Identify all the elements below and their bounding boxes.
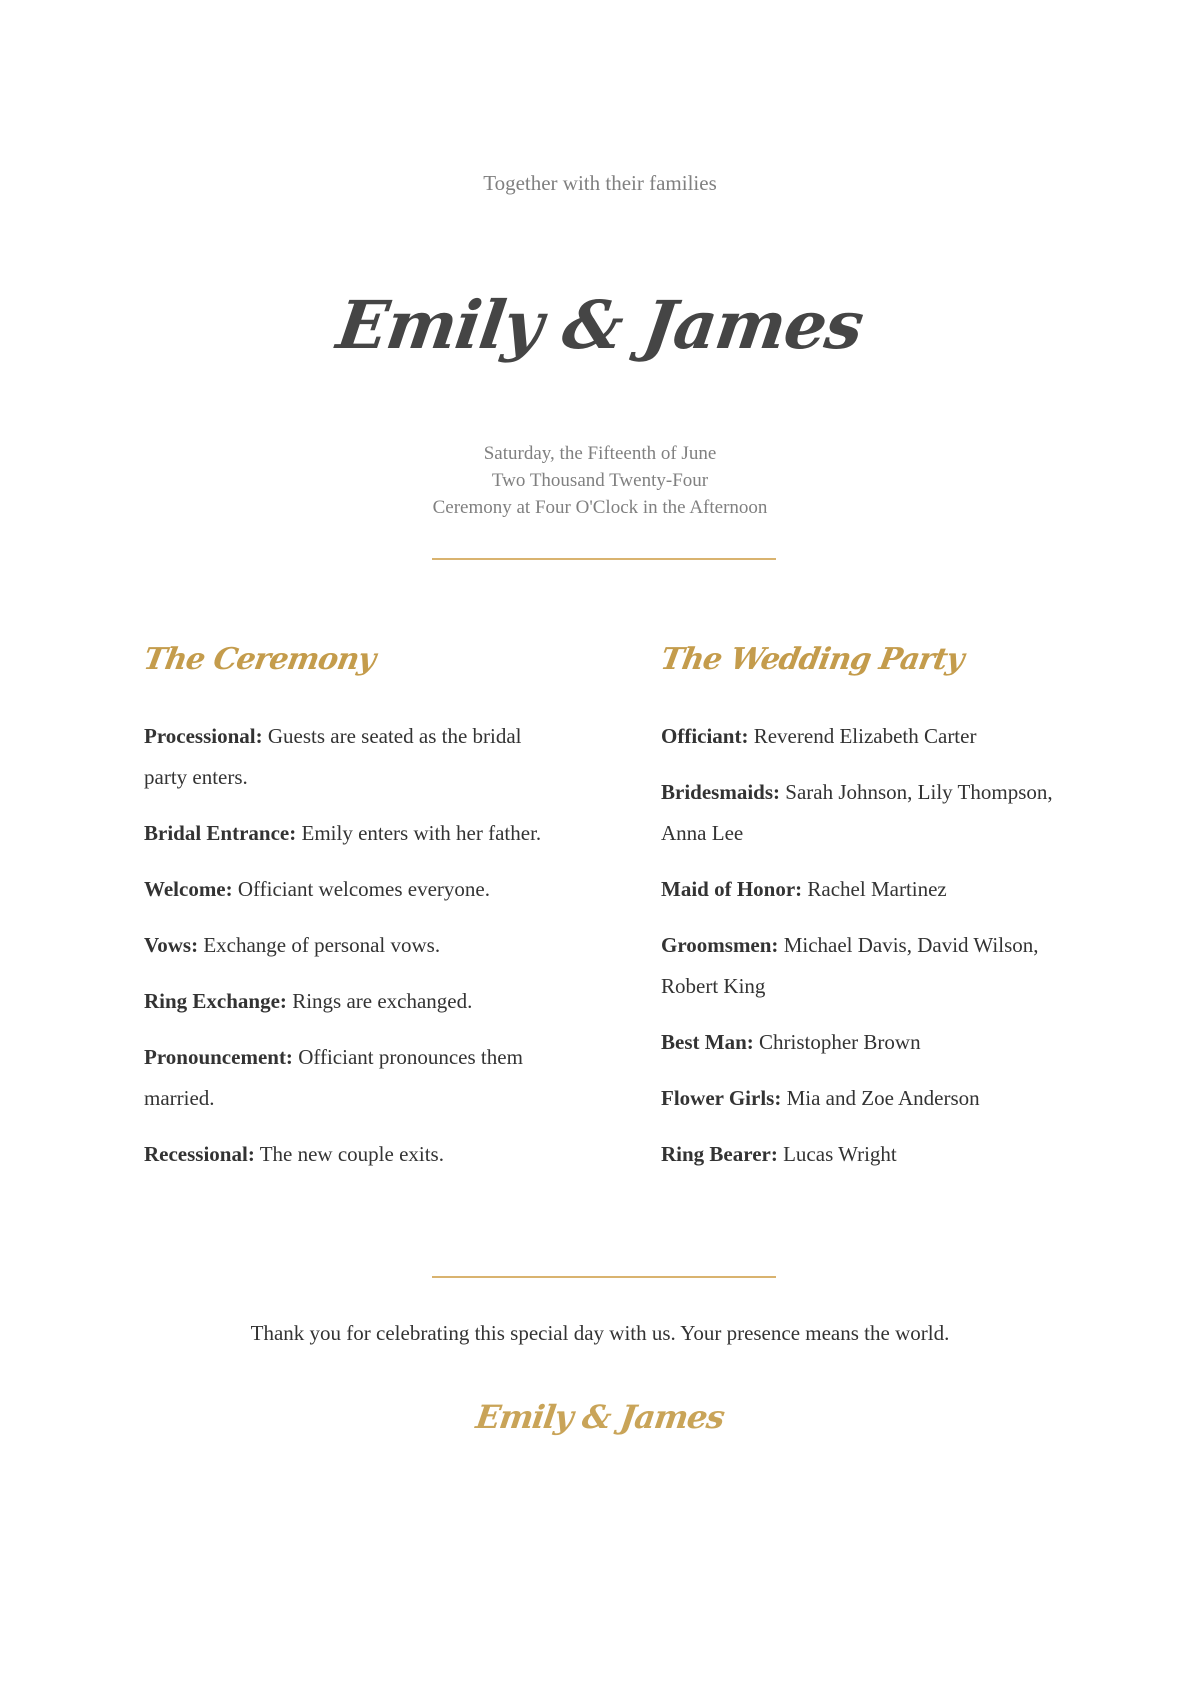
list-item <box>144 813 564 854</box>
item-text: Mia and Zoe Anderson <box>786 1086 980 1110</box>
item-text: Lucas Wright <box>783 1142 897 1166</box>
ceremony-list <box>144 716 564 1175</box>
item-text: Emily enters with her father. <box>301 821 542 845</box>
item-label: Welcome: <box>144 877 233 901</box>
ceremony-section <box>141 630 564 1190</box>
list-item <box>144 869 564 910</box>
date-block <box>0 440 1200 521</box>
list-item <box>144 1134 564 1175</box>
couple-title: Emily & James <box>332 286 868 364</box>
item-text: Rings are exchanged. <box>292 989 473 1013</box>
date-line-time: Ceremony at Four O'Clock in the Afternoon <box>432 497 768 518</box>
list-item <box>661 1134 1081 1175</box>
item-label: Flower Girls: <box>661 1086 782 1110</box>
wedding-party-heading: The Wedding Party <box>658 642 967 677</box>
item-label: Maid of Honor: <box>661 877 803 901</box>
thank-you-message: Thank you for celebrating this special day with us. Your presence means the world. <box>250 1321 950 1345</box>
item-label: Officiant: <box>661 724 749 748</box>
list-item <box>661 1078 1081 1119</box>
list-item <box>661 1022 1081 1063</box>
item-text: Christopher Brown <box>759 1030 921 1054</box>
item-label: Pronouncement: <box>144 1045 293 1069</box>
item-text: Officiant welcomes everyone. <box>237 877 490 901</box>
item-label: Groomsmen: <box>661 933 779 957</box>
ceremony-heading: The Ceremony <box>141 642 378 677</box>
list-item <box>144 925 564 966</box>
list-item <box>661 772 1081 854</box>
item-text: Exchange of personal vows. <box>203 933 441 957</box>
item-label: Vows: <box>144 933 199 957</box>
item-text: The new couple exits. <box>259 1142 444 1166</box>
item-text: Michael Davis, David Wilson, Robert King <box>661 933 1039 998</box>
list-item <box>144 716 564 798</box>
list-item <box>144 1037 564 1119</box>
list-item <box>661 869 1081 910</box>
item-text: Rachel Martinez <box>807 877 947 901</box>
item-label: Best Man: <box>661 1030 754 1054</box>
item-label: Bridal Entrance: <box>144 821 297 845</box>
top-divider <box>432 558 776 560</box>
item-label: Processional: <box>144 724 263 748</box>
list-item <box>144 981 564 1022</box>
signature: Emily & James <box>473 1398 727 1436</box>
item-label: Ring Exchange: <box>144 989 287 1013</box>
item-text: Reverend Elizabeth Carter <box>753 724 977 748</box>
item-text: Officiant pronounces them married. <box>144 1045 523 1110</box>
bottom-divider <box>432 1276 776 1278</box>
wedding-party-list <box>661 716 1081 1175</box>
item-label: Recessional: <box>144 1142 255 1166</box>
list-item <box>661 925 1081 1007</box>
item-label: Ring Bearer: <box>661 1142 778 1166</box>
list-item <box>661 716 1081 757</box>
date-line-year: Two Thousand Twenty-Four <box>491 470 709 491</box>
date-line-day: Saturday, the Fifteenth of June <box>483 443 717 464</box>
wedding-party-section <box>658 630 1081 1190</box>
item-label: Bridesmaids: <box>661 780 781 804</box>
intro-line: Together with their families <box>483 171 717 195</box>
item-text: Sarah Johnson, Lily Thompson, Anna Lee <box>661 780 1053 845</box>
item-text: Guests are seated as the bridal party enters. <box>144 724 522 789</box>
